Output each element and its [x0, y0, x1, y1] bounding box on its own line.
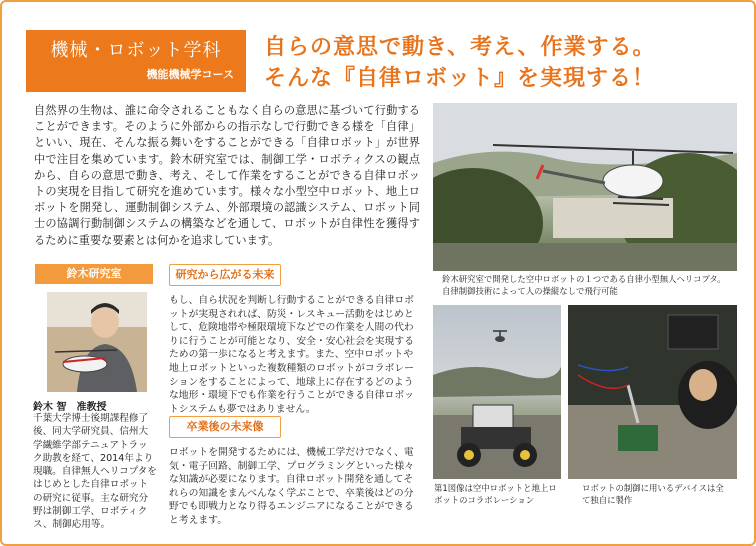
professor-name: 鈴木 智 准教授: [33, 402, 107, 413]
department-banner: [26, 30, 246, 92]
professor-bio: 千葉大学博士後期課程修了後、同大学研究員、信州大学繊維学部テニュアトラック助教を経て、2014年より現職。自律無人ヘリコプタをはじめとした自律ロボットの研究に従事。主な研究分野は制御工学、ロボティクス、制御応用等。: [33, 413, 157, 531]
future-text: もし、自ら状況を判断し行動することができる自律ロボットが実現されれば、防災・レスキュー活動をはじめとして、危険地帯や極限環境下などでの作業を人間の代わりに行うことが可能となり、安全・安心社会を実現するための第一歩になると考えます。また、空中ロボットや地上ロボットといった複数種類のロボットがコラボレーションをすることによって、地球上に存在するどのような地形・環境下でも作業を行うことができる自律ロボットシステムも夢ではありません。: [169, 295, 414, 415]
future-tag: 研究から広がる未来: [169, 264, 281, 286]
device-illustration: [568, 305, 737, 479]
lab-tag: 鈴木研究室: [35, 264, 153, 284]
course-name: 機能機械学コース: [146, 68, 234, 81]
helicopter-illustration: [433, 103, 737, 271]
headline-line-2: そんな『自律ロボット』を実現する！: [264, 66, 656, 91]
professor-photo: [47, 292, 147, 392]
helicopter-photo: [433, 103, 737, 271]
career-tag: 卒業後の未来像: [169, 416, 281, 438]
department-title: 機械・ロボット学科: [50, 40, 222, 61]
headline: [264, 32, 655, 94]
career-text: ロボットを開発するためには、機械工学だけでなく、電気・電子回路、制御工学、プログラミングといった様々な知識が必要になります。自律ロボット開発を通してそれらの知識をまんべんなく学ぶことで、卒業後はどの分野でも即戦力となり得るエンジニアになることができると考えます。: [169, 447, 414, 526]
intro-text: 自然界の生物は、誰に命令されることもなく自らの意思に基づいて行動することができます。そのように外部からの指示なしで行動できる様を「自律」といい、現在、そんな振る舞いをすることができる「自律ロボット」が世界中で注目を集めています。鈴木研究室では、制御工学・ロボティクスの観点から、自らの意思で動き、考え、そして作業をすることができる自律ロボットの実現を目指して研究を進めています。様々な小型空中ロボット、地上ロボットを開発し、運動制御システム、外部環境の認識システム、ロボット同士の協調行動制御システムの構築などを通して、ロボットが自律性を獲得するために重要な要素とは何かを追求しています。: [34, 104, 420, 247]
device-photo: [568, 305, 737, 479]
collaboration-caption: 第1図像は空中ロボットと地上ロボットのコラボレーション: [434, 483, 557, 505]
helicopter-caption: 鈴木研究室で開発した空中ロボットの１つである自律小型無人ヘリコプタ。自律制御技術によって人の操縦なしで飛行可能: [442, 274, 726, 296]
collaboration-illustration: [433, 305, 561, 479]
headline-line-1: 自らの意思で動き、考え、作業する。: [264, 35, 656, 60]
device-caption: ロボットの制御に用いるデバイスは全て独自に製作: [582, 483, 724, 505]
professor-illustration: [47, 292, 147, 392]
collaboration-photo: [433, 305, 561, 479]
